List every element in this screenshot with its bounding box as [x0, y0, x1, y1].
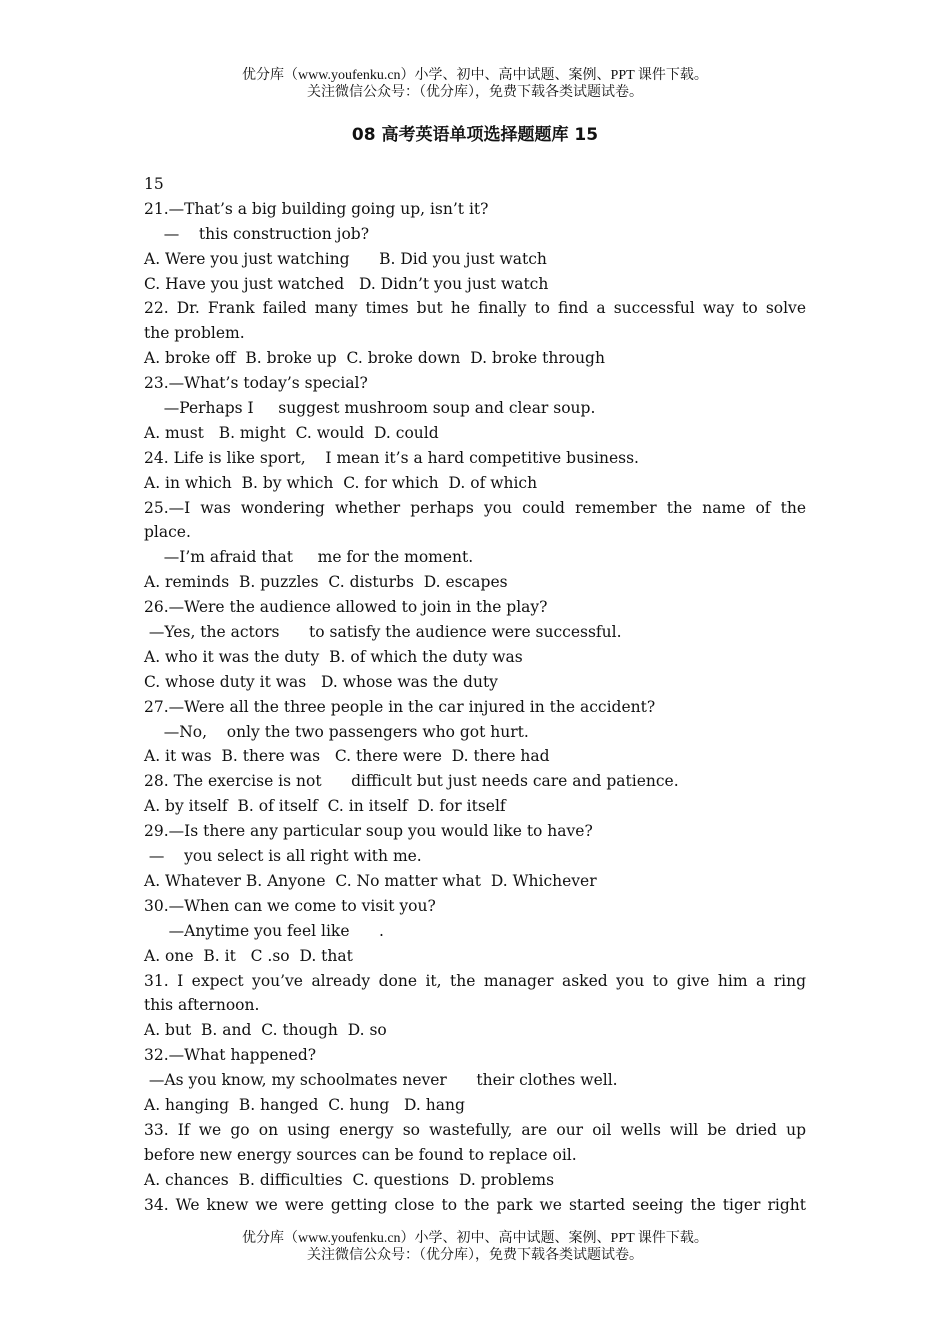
- text-line: 25.—I was wondering whether perhaps you could remember the name of the: [144, 498, 806, 517]
- text-line: 30.—When can we come to visit you?: [144, 896, 436, 915]
- footer-line-1: 优分库（www.youfenku.cn）小学、初中、高中试题、案例、PPT 课件下载。: [242, 1231, 708, 1246]
- text-line: — this construction job?: [144, 224, 370, 243]
- text-line: C. whose duty it was D. whose was the duty: [144, 672, 498, 691]
- header-line-2: 关注微信公众号：（优分库），免费下载各类试题试卷。: [307, 85, 643, 100]
- text-line: C. Have you just watched D. Didn’t you just watch: [144, 274, 549, 293]
- text-line: 15: [144, 175, 164, 193]
- header-line-1: 优分库（www.youfenku.cn）小学、初中、高中试题、案例、PPT 课件下载。: [242, 68, 708, 83]
- text-line: 26.—Were the audience allowed to join in the play?: [144, 598, 548, 617]
- text-line: 32.—What happened?: [144, 1046, 317, 1065]
- text-line: A. chances B. difficulties C. questions D. problems: [144, 1170, 555, 1189]
- text-line: 24. Life is like sport, I mean it’s a hard competitive business.: [144, 448, 639, 467]
- text-line: 21.—That’s a big building going up, isn’t it?: [144, 199, 489, 218]
- text-line: 33. If we go on using energy so wastefully, are our oil wells will be dried up: [144, 1120, 806, 1139]
- question-list: [144, 172, 806, 1217]
- text-line: —No, only the two passengers who got hurt.: [144, 722, 529, 741]
- text-line: this afternoon.: [144, 996, 260, 1015]
- text-line: before new energy sources can be found to replace oil.: [144, 1145, 577, 1164]
- text-line: 23.—What’s today’s special?: [144, 374, 368, 393]
- text-line: the problem.: [144, 324, 245, 343]
- text-line: A. hanging B. hanged C. hung D. hang: [144, 1095, 465, 1114]
- text-line: 34. We knew we were getting close to the park we started seeing the tiger right: [144, 1195, 806, 1214]
- text-line: —Anytime you feel like .: [144, 921, 384, 940]
- text-line: A. one B. it C .so D. that: [144, 946, 353, 965]
- text-line: A. Whatever B. Anyone C. No matter what D. Whichever: [144, 871, 597, 890]
- text-line: 22. Dr. Frank failed many times but he finally to find a successful way to solve: [144, 299, 806, 318]
- text-line: A. Were you just watching B. Did you just watch: [144, 249, 547, 268]
- document-title: 08 高考英语单项选择题题库 15: [351, 125, 599, 145]
- text-line: A. who it was the duty B. of which the duty was: [144, 647, 523, 666]
- text-line: 27.—Were all the three people in the car injured in the accident?: [144, 697, 656, 716]
- footer-line-2: 关注微信公众号：（优分库），免费下载各类试题试卷。: [307, 1248, 643, 1263]
- text-line: A. must B. might C. would D. could: [144, 423, 439, 442]
- text-line: 29.—Is there any particular soup you would like to have?: [144, 822, 593, 841]
- text-line: —Yes, the actors to satisfy the audience were successful.: [144, 623, 622, 642]
- page-footer: [0, 1230, 950, 1264]
- text-line: A. by itself B. of itself C. in itself D. for itself: [144, 797, 506, 816]
- text-line: place.: [144, 523, 191, 542]
- text-line: A. reminds B. puzzles C. disturbs D. escapes: [144, 573, 508, 592]
- page-header: [0, 67, 950, 101]
- text-line: A. it was B. there was C. there were D. there had: [144, 747, 550, 766]
- text-line: 28. The exercise is not difficult but just needs care and patience.: [144, 772, 679, 791]
- text-line: A. but B. and C. though D. so: [144, 1021, 387, 1040]
- text-line: —As you know, my schoolmates never their clothes well.: [144, 1071, 618, 1090]
- text-line: —I’m afraid that me for the moment.: [144, 548, 474, 567]
- text-line: 31. I expect you’ve already done it, the manager asked you to give him a ring: [144, 971, 806, 990]
- text-line: A. broke off B. broke up C. broke down D. broke through: [144, 349, 605, 368]
- text-line: — you select is all right with me.: [144, 847, 422, 866]
- text-line: —Perhaps I suggest mushroom soup and clear soup.: [144, 399, 596, 418]
- text-line: A. in which B. by which C. for which D. of which: [144, 473, 538, 492]
